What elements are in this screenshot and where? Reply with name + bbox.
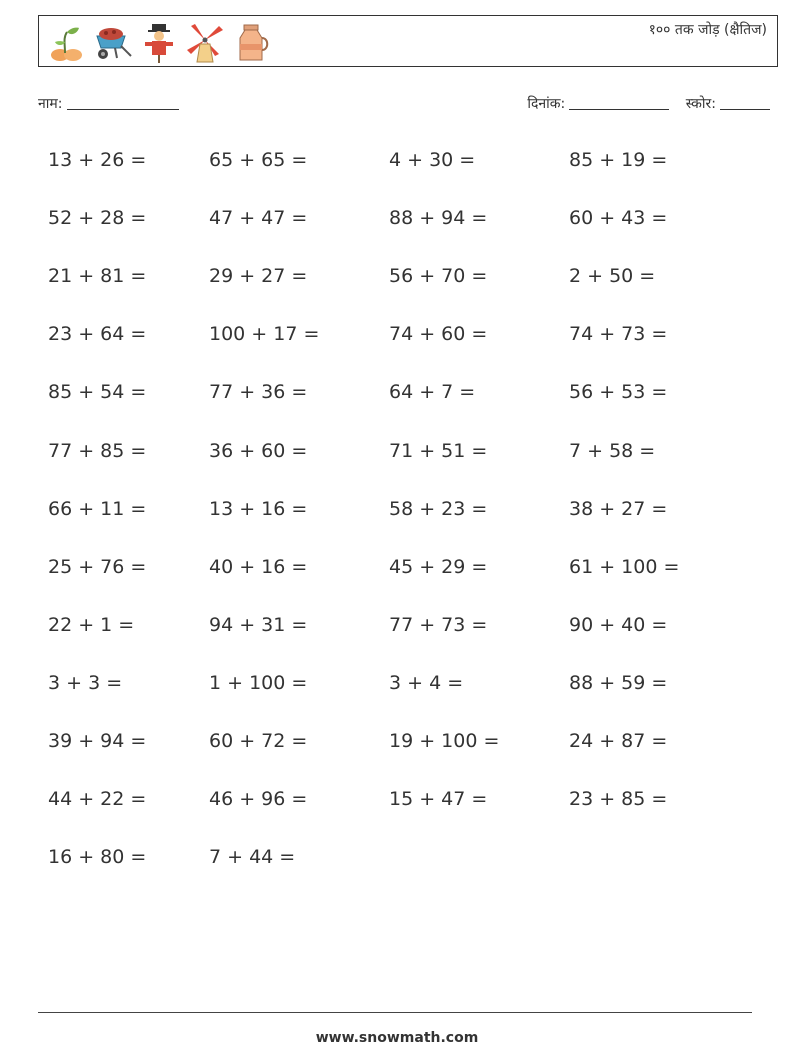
- problem-item: 74 + 73 =: [569, 323, 668, 346]
- problem-item: 2 + 50 =: [569, 265, 656, 288]
- problem-item: 60 + 72 =: [209, 730, 308, 752]
- problem-item: 44 + 22 =: [48, 788, 147, 811]
- problem-item: 19 + 100 =: [389, 730, 500, 752]
- problem-item: 36 + 60 =: [209, 439, 308, 462]
- page-title: १०० तक जोड़ (क्षैतिज): [648, 22, 767, 38]
- problem-item: 46 + 96 =: [209, 788, 308, 811]
- problem-item: 7 + 44 =: [209, 846, 296, 869]
- problem-item: 13 + 16 =: [209, 497, 308, 520]
- problem-item: 24 + 87 =: [569, 730, 668, 752]
- problem-item: 13 + 26 =: [48, 149, 147, 171]
- problem-item: 74 + 60 =: [389, 323, 488, 346]
- problem-item: 1 + 100 =: [209, 671, 308, 694]
- name-label: नाम:: [38, 96, 63, 112]
- problem-item: 61 + 100 =: [569, 555, 680, 578]
- problem-item: 25 + 76 =: [48, 555, 147, 578]
- problem-item: 52 + 28 =: [48, 207, 147, 230]
- problem-item: 3 + 3 =: [48, 671, 123, 694]
- problem-item: 39 + 94 =: [48, 730, 147, 752]
- problem-item: 58 + 23 =: [389, 497, 488, 520]
- problem-item: 77 + 85 =: [48, 439, 147, 462]
- problem-item: 85 + 54 =: [48, 381, 147, 404]
- problem-item: 47 + 47 =: [209, 207, 308, 230]
- problem-item: 85 + 19 =: [569, 149, 668, 171]
- problem-item: 15 + 47 =: [389, 788, 488, 811]
- problem-item: 4 + 30 =: [389, 149, 476, 171]
- problem-item: 16 + 80 =: [48, 846, 147, 869]
- problem-item: 77 + 73 =: [389, 613, 488, 636]
- problem-item: 60 + 43 =: [569, 207, 668, 230]
- problem-item: 71 + 51 =: [389, 439, 488, 462]
- problem-item: 66 + 11 =: [48, 497, 147, 520]
- problem-item: 94 + 31 =: [209, 613, 308, 636]
- problem-item: 100 + 17 =: [209, 323, 320, 346]
- problem-item: 21 + 81 =: [48, 265, 147, 288]
- problem-item: 88 + 59 =: [569, 671, 668, 694]
- problem-item: 23 + 85 =: [569, 788, 668, 811]
- problem-item: 7 + 58 =: [569, 439, 656, 462]
- problem-item: 3 + 4 =: [389, 671, 464, 694]
- problem-item: 45 + 29 =: [389, 555, 488, 578]
- score-label: स्कोर:: [685, 96, 716, 112]
- footer-divider: [38, 1012, 752, 1013]
- problem-item: 38 + 27 =: [569, 497, 668, 520]
- problem-item: 64 + 7 =: [389, 381, 476, 404]
- problem-item: 88 + 94 =: [389, 207, 488, 230]
- problem-item: 22 + 1 =: [48, 613, 135, 636]
- problem-item: 90 + 40 =: [569, 613, 668, 636]
- problem-item: 40 + 16 =: [209, 555, 308, 578]
- date-label: दिनांक:: [527, 96, 566, 112]
- problem-item: 56 + 53 =: [569, 381, 668, 404]
- problem-item: 65 + 65 =: [209, 149, 308, 171]
- problem-item: 56 + 70 =: [389, 265, 488, 288]
- problem-item: 23 + 64 =: [48, 323, 147, 346]
- footer-url: www.snowmath.com: [315, 1030, 479, 1046]
- problem-item: 77 + 36 =: [209, 381, 308, 404]
- problem-item: 29 + 27 =: [209, 265, 308, 288]
